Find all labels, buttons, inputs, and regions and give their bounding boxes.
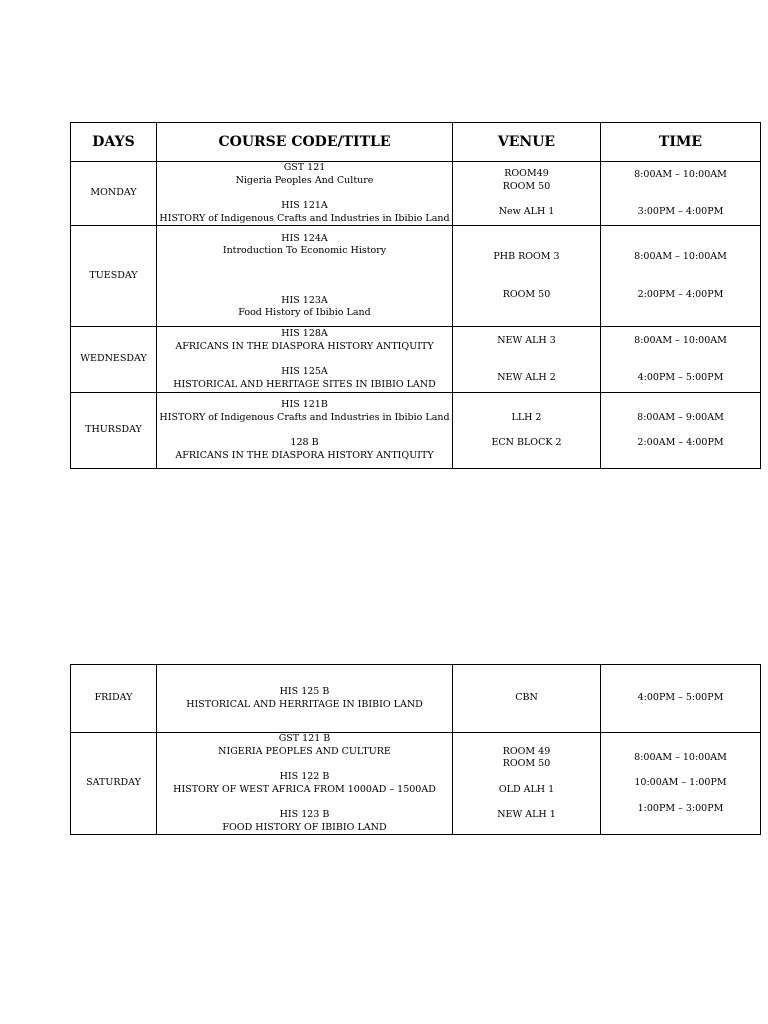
course-cell: [157, 327, 453, 393]
course-code: HIS 125A: [281, 366, 328, 377]
venue-text: LLH 2: [511, 411, 542, 423]
header-row: [71, 123, 761, 162]
venue-text: NEW ALH 2: [497, 372, 556, 383]
course-code: HIS 122 B: [279, 771, 330, 782]
course-cell: [157, 665, 453, 733]
course-code: 128 B: [290, 437, 319, 448]
time-cell: [601, 733, 761, 835]
time-text: 1:00PM – 3:00PM: [637, 802, 724, 814]
venue-text: ROOM 49: [502, 745, 551, 757]
course-code: GST 121: [283, 162, 326, 173]
course-title: NIGERIA PEOPLES AND CULTURE: [218, 745, 391, 757]
venue-text: ECN BLOCK 2: [491, 437, 562, 448]
course-code: HIS 128A: [281, 328, 328, 339]
days-header: DAYS: [71, 123, 157, 162]
course-code: HIS 121A: [281, 200, 328, 211]
time-cell: 4:00PM – 5:00PM: [601, 665, 761, 733]
venue-header: VENUE: [453, 123, 601, 162]
course-title: Nigeria Peoples And Culture: [235, 174, 374, 186]
course-code: GST 121 B: [278, 733, 331, 744]
time-text: 8:00AM – 10:00AM: [634, 751, 727, 763]
monday-row: [71, 162, 761, 226]
venue-text: ROOM49: [504, 168, 549, 180]
wednesday-row: [71, 327, 761, 393]
course-title: AFRICANS IN THE DIASPORA HISTORY ANTIQUITY: [175, 340, 434, 352]
venue-cell: [453, 162, 601, 226]
course-title: HISTORICAL AND HERRITAGE IN IBIBIO LAND: [186, 698, 423, 710]
day-cell: FRIDAY: [71, 665, 157, 733]
day-cell: TUESDAY: [71, 226, 157, 327]
venue-text: ROOM 50: [502, 758, 551, 769]
timetable-weekend: [70, 664, 761, 835]
day-cell: MONDAY: [71, 162, 157, 226]
venue-text: NEW ALH 3: [497, 334, 556, 346]
day-cell: WEDNESDAY: [71, 327, 157, 393]
day-cell: THURSDAY: [71, 393, 157, 469]
time-header: TIME: [601, 123, 761, 162]
course-code: HIS 123 B: [279, 809, 330, 820]
course-title: HISTORY of Indigenous Crafts and Industries in Ibibio Land: [159, 411, 450, 423]
venue-cell: [453, 226, 601, 327]
tuesday-row: [71, 226, 761, 327]
time-text: 2:00AM – 4:00PM: [637, 437, 724, 448]
course-title: Food History of Ibibio Land: [238, 307, 371, 318]
venue-text: ROOM 50: [502, 288, 551, 300]
time-text: 8:00AM – 10:00AM: [634, 334, 727, 346]
venue-text: NEW ALH 1: [497, 809, 556, 820]
course-title: Introduction To Economic History: [222, 245, 387, 256]
time-cell: [601, 327, 761, 393]
time-text: 10:00AM – 1:00PM: [634, 777, 727, 789]
time-cell: [601, 226, 761, 327]
course-title: HISTORY of Indigenous Crafts and Industries in Ibibio Land: [159, 212, 450, 224]
course-cell: [157, 393, 453, 469]
venue-text: New ALH 1: [498, 206, 555, 218]
course-cell: [157, 226, 453, 327]
venue-cell: [453, 327, 601, 393]
course-title: HISTORY OF WEST AFRICA FROM 1000AD – 1500AD: [173, 783, 436, 795]
course-title: HISTORICAL AND HERITAGE SITES IN IBIBIO LAND: [173, 378, 436, 390]
time-text: 8:00AM – 9:00AM: [637, 411, 724, 423]
venue-text: PHB ROOM 3: [493, 251, 560, 262]
time-cell: [601, 162, 761, 226]
course-title: AFRICANS IN THE DIASPORA HISTORY ANTIQUITY: [175, 449, 434, 461]
course-cell: [157, 733, 453, 835]
timetable-main: [70, 122, 761, 469]
course-code: HIS 125 B: [279, 686, 330, 697]
time-text: 8:00AM – 10:00AM: [634, 251, 727, 262]
course-cell: [157, 162, 453, 226]
time-text: 2:00PM – 4:00PM: [637, 288, 724, 300]
venue-text: OLD ALH 1: [498, 783, 555, 795]
day-cell: SATURDAY: [71, 733, 157, 835]
thursday-row: [71, 393, 761, 469]
venue-text: ROOM 50: [502, 180, 551, 192]
time-text: 8:00AM – 10:00AM: [634, 168, 727, 180]
friday-row: [71, 665, 761, 733]
course-header: COURSE CODE/TITLE: [157, 123, 453, 162]
time-text: 3:00PM – 4:00PM: [637, 206, 724, 217]
time-text: 4:00PM – 5:00PM: [637, 372, 724, 383]
saturday-row: [71, 733, 761, 835]
course-code: HIS 124A: [281, 232, 328, 244]
venue-cell: [453, 393, 601, 469]
time-cell: [601, 393, 761, 469]
venue-cell: [453, 733, 601, 835]
course-code: HIS 121B: [281, 399, 328, 410]
course-code: HIS 123A: [281, 294, 328, 306]
course-title: FOOD HISTORY OF IBIBIO LAND: [222, 821, 387, 833]
venue-cell: CBN: [453, 665, 601, 733]
